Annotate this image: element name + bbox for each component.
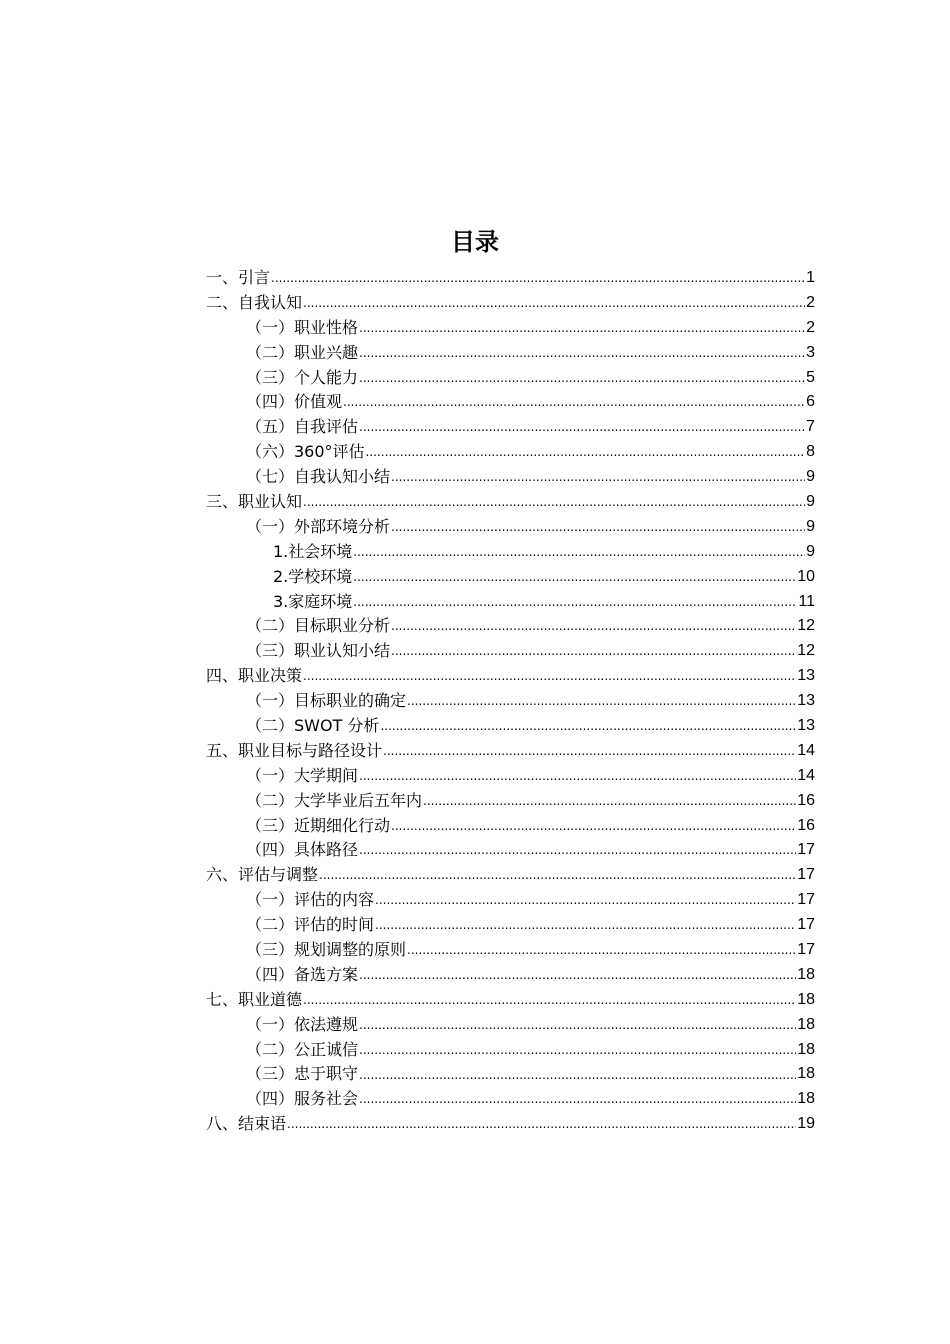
toc-entry[interactable] [206, 938, 815, 963]
toc-page-number: 14 [797, 741, 815, 759]
toc-entry[interactable] [206, 739, 815, 764]
toc-leader-dots [359, 341, 805, 366]
toc-entry[interactable] [206, 565, 815, 590]
toc-entry[interactable] [206, 341, 815, 366]
toc-page-number: 14 [797, 766, 815, 784]
toc-entry[interactable] [206, 540, 815, 565]
toc-entry-label: （一）外部环境分析 [246, 516, 391, 536]
toc-entry[interactable] [206, 764, 815, 789]
toc-entry[interactable] [206, 440, 815, 465]
toc-leader-dots [359, 1063, 796, 1088]
toc-entry[interactable] [206, 614, 815, 639]
toc-page-number: 5 [806, 368, 815, 386]
toc-page-number: 18 [797, 1090, 815, 1108]
toc-page-number: 9 [806, 493, 815, 510]
toc-leader-dots [287, 1112, 796, 1137]
toc-entry-label: （三）职业认知小结 [246, 641, 391, 661]
toc-entry[interactable] [206, 1087, 815, 1112]
toc-entry-label: 3.家庭环境 [273, 591, 353, 611]
toc-entry[interactable] [206, 291, 815, 316]
toc-entry[interactable] [206, 1112, 815, 1137]
toc-entry-label: （六）360°评估 [246, 442, 365, 462]
toc-entry[interactable] [206, 963, 815, 988]
toc-entry-label: 四、职业决策 [206, 666, 303, 686]
toc-leader-dots [319, 863, 796, 888]
toc-entry-label: （一）目标职业的确定 [246, 691, 407, 711]
toc-entry-label: 六、评估与调整 [206, 865, 319, 885]
toc-leader-dots [366, 440, 806, 465]
toc-entry-label: （四）价值观 [246, 392, 343, 412]
toc-entry-label: 2.学校环境 [273, 566, 353, 586]
toc-page-number: 18 [797, 1015, 815, 1033]
toc-entry-label: （二）目标职业分析 [246, 616, 391, 636]
toc-leader-dots [359, 963, 796, 988]
toc-leader-dots [353, 590, 797, 615]
toc-leader-dots [359, 764, 796, 789]
toc-leader-dots [391, 614, 796, 639]
toc-leader-dots [303, 988, 796, 1013]
toc-page-number: 16 [797, 791, 815, 809]
toc-page-number: 13 [797, 717, 815, 735]
toc-entry-label: 1.社会环境 [273, 541, 353, 561]
toc-page-number: 18 [797, 990, 815, 1008]
toc-entry[interactable] [206, 366, 815, 391]
toc-page-number: 19 [797, 1115, 815, 1133]
toc-page-number: 18 [797, 1040, 815, 1058]
toc-entry-label: （四）服务社会 [246, 1089, 359, 1109]
toc-leader-dots [303, 490, 805, 515]
toc-entry[interactable] [206, 714, 815, 739]
toc-page-number: 16 [797, 816, 815, 834]
toc-entry[interactable] [206, 838, 815, 863]
toc-entry[interactable] [206, 988, 815, 1013]
toc-leader-dots [271, 266, 805, 291]
toc-page-number: 9 [806, 517, 815, 535]
toc-entry-label: （三）忠于职守 [246, 1064, 359, 1084]
toc-page-number: 13 [797, 692, 815, 710]
toc-entry[interactable] [206, 1038, 815, 1063]
toc-leader-dots [391, 465, 805, 490]
toc-page-number: 18 [797, 1065, 815, 1083]
toc-entry-label: （一）大学期间 [246, 765, 359, 785]
toc-entry[interactable] [206, 266, 815, 291]
toc-leader-dots [359, 1038, 796, 1063]
toc-leader-dots [423, 789, 796, 814]
toc-leader-dots [383, 739, 796, 764]
toc-entry-label: （七）自我认知小结 [246, 467, 391, 487]
toc-leader-dots [353, 565, 796, 590]
toc-page-number: 8 [806, 443, 815, 461]
toc-leader-dots [407, 938, 796, 963]
toc-page-number: 2 [806, 293, 815, 311]
toc-leader-dots [391, 814, 796, 839]
toc-page-number: 11 [798, 592, 815, 610]
toc-leader-dots [359, 316, 805, 341]
toc-page-number: 17 [797, 891, 815, 909]
toc-entry[interactable] [206, 465, 815, 490]
toc-page-number: 7 [806, 418, 815, 436]
toc-page-number: 9 [806, 468, 815, 486]
toc-entry[interactable] [206, 1013, 815, 1038]
toc-entry-label: （四）备选方案 [246, 964, 359, 984]
toc-entry[interactable] [206, 689, 815, 714]
toc-leader-dots [303, 291, 805, 316]
toc-entry[interactable] [206, 515, 815, 540]
toc-entry-label: 八、结束语 [206, 1114, 287, 1134]
toc-page-number: 13 [797, 667, 815, 685]
toc-list [206, 266, 815, 1137]
toc-entry-label: （一）职业性格 [246, 317, 359, 337]
toc-leader-dots [359, 415, 805, 440]
toc-page-number: 12 [797, 617, 815, 635]
toc-page-number: 17 [797, 916, 815, 934]
toc-page-number: 17 [797, 841, 815, 859]
toc-entry[interactable] [206, 639, 815, 664]
toc-leader-dots [375, 913, 796, 938]
toc-entry-label: （二）职业兴趣 [246, 342, 359, 362]
toc-page-number: 9 [806, 542, 815, 560]
toc-title: 目录 [451, 228, 499, 256]
toc-entry-label: （五）自我评估 [246, 417, 359, 437]
toc-entry-label: （三）规划调整的原则 [246, 940, 407, 960]
toc-entry[interactable] [206, 316, 815, 341]
toc-page-number: 17 [797, 866, 815, 884]
toc-leader-dots [359, 1013, 796, 1038]
toc-entry[interactable] [206, 415, 815, 440]
toc-leader-dots [359, 1087, 796, 1112]
toc-leader-dots [380, 714, 796, 739]
toc-page-number: 6 [806, 393, 815, 411]
toc-entry-label: 七、职业道德 [206, 989, 303, 1009]
toc-entry-label: （四）具体路径 [246, 840, 359, 860]
toc-entry[interactable] [206, 390, 815, 415]
toc-leader-dots [343, 390, 805, 415]
toc-entry-label: （一）依法遵规 [246, 1014, 359, 1034]
toc-page-number: 12 [797, 642, 815, 660]
toc-entry-label: （三）个人能力 [246, 367, 359, 387]
toc-entry[interactable] [206, 664, 815, 689]
toc-entry-label: 二、自我认知 [206, 292, 303, 312]
toc-entry-label: （二）大学毕业后五年内 [246, 790, 423, 810]
toc-entry[interactable] [206, 789, 815, 814]
toc-entry-label: （二）评估的时间 [246, 915, 375, 935]
toc-page-number: 10 [797, 567, 815, 585]
toc-entry-label: （二）SWOT 分析 [246, 716, 380, 736]
toc-page-number: 2 [806, 318, 815, 336]
toc-entry-label: （三）近期细化行动 [246, 815, 391, 835]
toc-leader-dots [359, 366, 805, 391]
toc-page-number: 1 [806, 268, 815, 286]
toc-entry-label: （二）公正诚信 [246, 1039, 359, 1059]
toc-leader-dots [359, 838, 796, 863]
toc-leader-dots [353, 540, 805, 565]
toc-page-number: 17 [797, 941, 815, 959]
toc-page-number: 3 [806, 343, 815, 361]
toc-entry[interactable] [206, 863, 815, 888]
toc-leader-dots [375, 888, 796, 913]
toc-entry[interactable] [206, 590, 815, 615]
toc-leader-dots [391, 515, 805, 540]
toc-entry-label: 一、引言 [206, 267, 271, 287]
toc-entry[interactable] [206, 888, 815, 913]
toc-entry[interactable] [206, 490, 815, 515]
toc-entry-label: 五、职业目标与路径设计 [206, 740, 383, 760]
toc-leader-dots [303, 664, 796, 689]
toc-entry[interactable] [206, 814, 815, 839]
toc-page-number: 18 [797, 965, 815, 983]
toc-entry[interactable] [206, 913, 815, 938]
toc-entry[interactable] [206, 1063, 815, 1088]
toc-entry-label: （一）评估的内容 [246, 890, 375, 910]
toc-leader-dots [391, 639, 796, 664]
toc-entry-label: 三、职业认知 [206, 492, 303, 511]
toc-leader-dots [407, 689, 796, 714]
